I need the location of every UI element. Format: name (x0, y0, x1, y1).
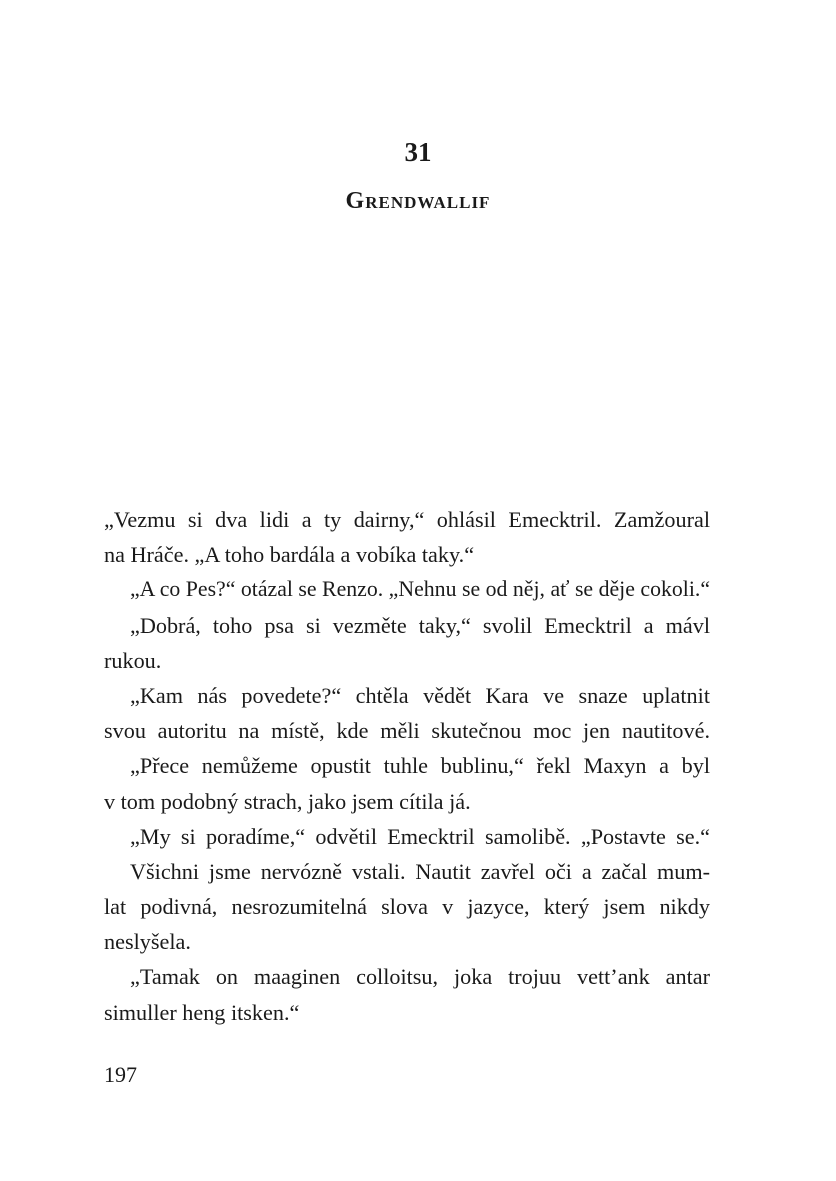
text-line: v tom podobný strach, jako jsem cítila já. (104, 788, 471, 814)
text-line: „Tamak on maaginen colloitsu, joka trojuu vett’ank antar (130, 964, 710, 990)
text-line: „Přece nemůžeme opustit tuhle bublinu,“ řekl Maxyn a byl (130, 753, 710, 779)
text-line: „My si poradíme,“ odvětil Emecktril samolibě. „Postavte se.“ (130, 823, 710, 849)
text-line: „A co Pes?“ otázal se Renzo. „Nehnu se od něj, ať se děje cokoli.“ (130, 577, 710, 602)
text-line: simuller heng itsken.“ (104, 999, 300, 1025)
text-line: „Vezmu si dva lidi a ty dairny,“ ohlásil Emecktril. Zamžoural (104, 507, 710, 532)
chapter-number: 31 (404, 137, 432, 167)
text-line: „Kam nás povedete?“ chtěla vědět Kara ve snaze uplatnit (130, 682, 710, 708)
text-line: lat podivná, nesrozumitelná slova v jazyce, který jsem nikdy (104, 894, 710, 920)
text-line: na Hráče. „A toho bardála a vobíka taky.“ (104, 542, 475, 568)
chapter-title: Grendwallif (345, 188, 491, 214)
text-line: rukou. (104, 647, 162, 673)
text-line: neslyšela. (104, 929, 191, 955)
body-text (104, 502, 710, 1030)
text-line: Všichni jsme nervózně vstali. Nautit zavřel oči a začal mum- (130, 858, 710, 884)
page-number: 197 (104, 1062, 137, 1087)
text-line: „Dobrá, toho psa si vezměte taky,“ svolil Emecktril a mávl (130, 612, 710, 638)
text-line: svou autoritu na místě, kde měli skutečnou moc jen nautitové. (104, 718, 710, 744)
